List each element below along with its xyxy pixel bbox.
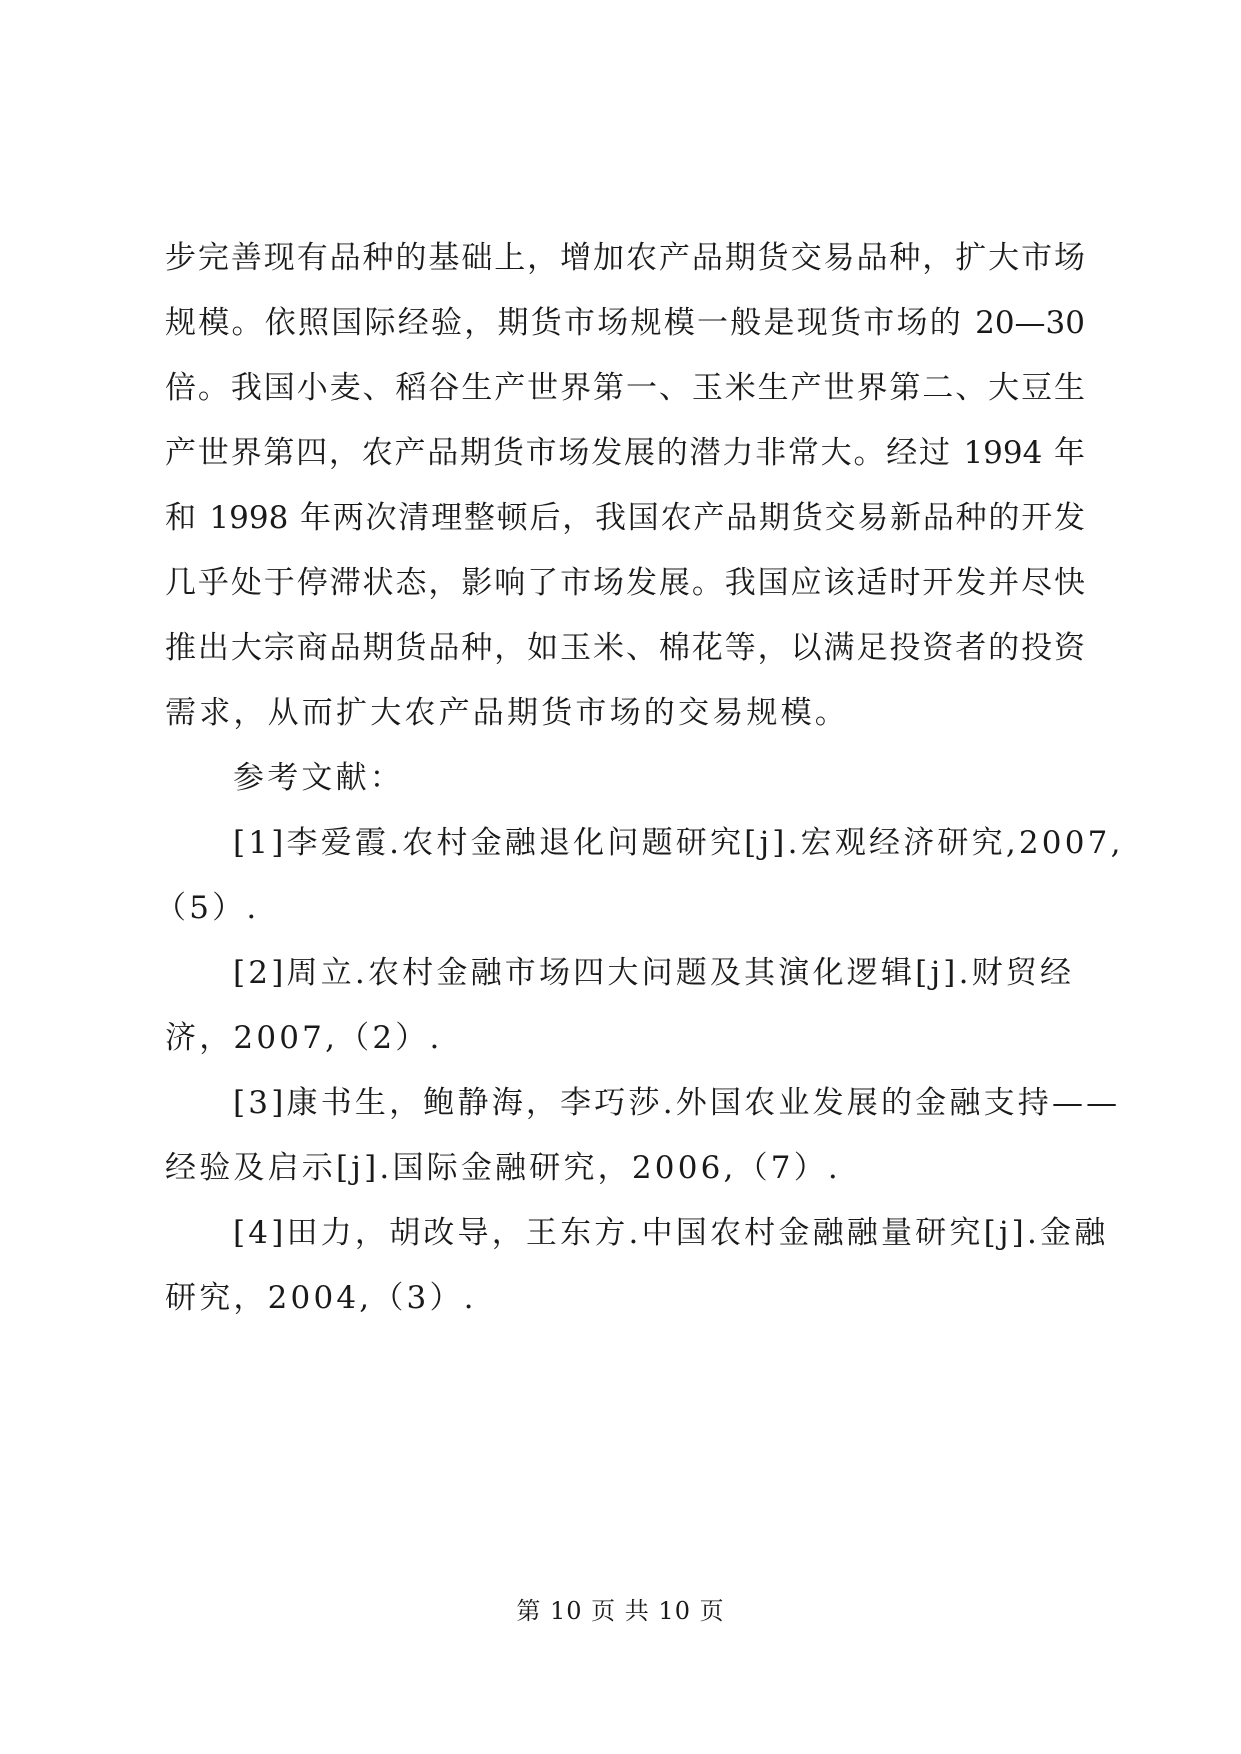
paragraph-line: 需求，从而扩大农产品期货市场的交易规模。 xyxy=(165,695,849,731)
reference-item xyxy=(155,811,1124,941)
paragraph-line: 几乎处于停滞状态，影响了市场发展。我国应该适时开发并尽快 xyxy=(165,565,1085,601)
references-heading: 参考文献： xyxy=(233,760,404,796)
reference-item xyxy=(165,1201,1109,1331)
reference-line: 济，2007,（2）. xyxy=(165,1020,443,1056)
reference-line: （5）. xyxy=(155,890,260,926)
reference-item xyxy=(165,1071,1121,1201)
paragraph-line: 产世界第四，农产品期货市场发展的潜力非常大。经过 1994 年 xyxy=(165,435,1085,471)
reference-item xyxy=(165,941,1085,1071)
paragraph-line: 倍。我国小麦、稻谷生产世界第一、玉米生产世界第二、大豆生 xyxy=(165,370,1085,406)
reference-line: [1]李爱霞.农村金融退化问题研究[j].宏观经济研究,2007, xyxy=(233,825,1124,861)
reference-line: [4]田力，胡改导，王东方.中国农村金融融量研究[j].金融 xyxy=(233,1215,1109,1251)
paragraph-line: 步完善现有品种的基础上，增加农产品期货交易品种，扩大市场 xyxy=(165,240,1085,276)
paragraph-line: 推出大宗商品期货品种，如玉米、棉花等，以满足投资者的投资 xyxy=(165,630,1085,666)
paragraph-line: 和 1998 年两次清理整顿后，我国农产品期货交易新品种的开发 xyxy=(165,500,1085,536)
paragraph-line: 规模。依照国际经验，期货市场规模一般是现货市场的 20—30 xyxy=(165,305,1085,341)
reference-line: [2]周立.农村金融市场四大问题及其演化逻辑[j].财贸经 xyxy=(233,955,1075,991)
reference-line: 经验及启示[j].国际金融研究，2006,（7）. xyxy=(165,1150,841,1186)
page-number-footer: 第 10 页 共 10 页 xyxy=(516,1597,725,1625)
reference-line: [3]康书生，鲍静海，李巧莎.外国农业发展的金融支持—— xyxy=(233,1085,1121,1121)
reference-line: 研究，2004,（3）. xyxy=(165,1280,477,1316)
document-body xyxy=(155,226,1124,1331)
